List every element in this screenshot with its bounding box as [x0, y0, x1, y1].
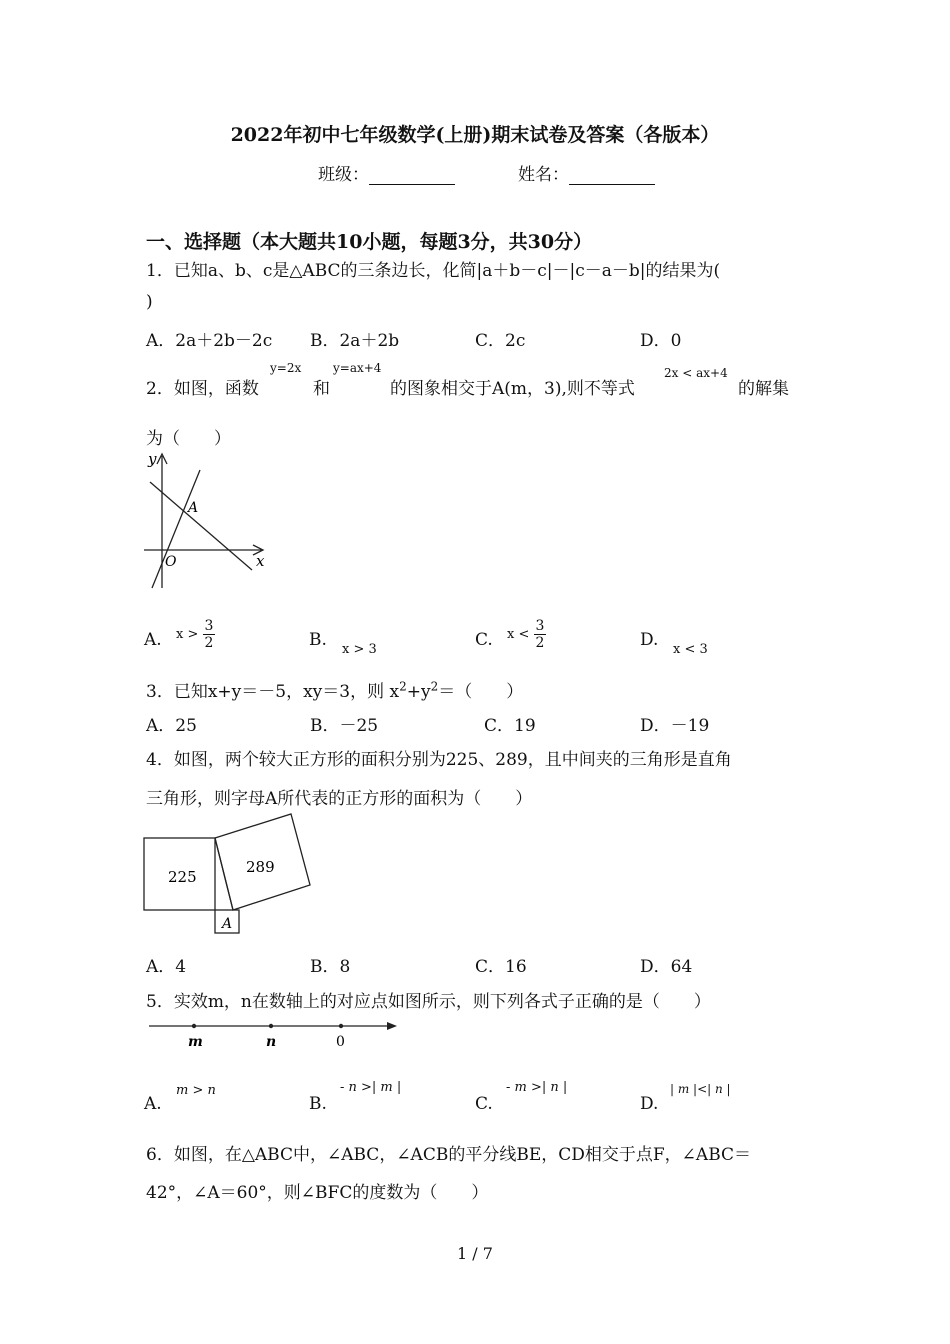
q5-option-a: m > n	[176, 1083, 216, 1098]
q2-option-b: x > 3	[342, 642, 377, 657]
class-blank	[369, 168, 455, 185]
class-field	[318, 160, 455, 185]
x-axis-label: x	[256, 552, 265, 570]
q5-number-line	[145, 1016, 405, 1054]
origin-label: O	[165, 554, 177, 570]
q3-sup-1: 2	[399, 679, 407, 694]
q1-option-d: D．0	[640, 331, 682, 351]
question-6-line-1: 6．如图，在△ABC中，∠ABC，∠ACB的平分线BE，CD相交于点F，∠ABC＝	[146, 1145, 752, 1165]
point-zero-label: 0	[336, 1034, 345, 1050]
q3-text-a: 3．已知x+y＝－5，xy＝3，则 x	[146, 682, 400, 702]
section-heading: 一、选择题（本大题共10小题，每题3分，共30分）	[146, 231, 593, 253]
q1-option-b: B．2a＋2b	[310, 331, 400, 351]
q5-option-d: | m |<| n |	[670, 1082, 731, 1096]
question-6-line-2: 42°，∠A＝60°，则∠BFC的度数为（ ）	[146, 1183, 489, 1203]
question-5-text: 5．实效m，n在数轴上的对应点如图所示，则下列各式子正确的是（ ）	[146, 992, 711, 1012]
q3-text-b: +y	[406, 682, 431, 702]
q2-graph-figure	[140, 448, 270, 596]
q2-option-c-fraction	[534, 618, 547, 651]
q2-option-c-label: C.	[475, 630, 493, 650]
question-2-text-1: 2．如图，函数	[146, 379, 259, 399]
q4-squares-figure	[140, 810, 320, 938]
fraction-denominator: 2	[204, 635, 214, 651]
fraction-denominator: 2	[535, 635, 545, 651]
q3-option-b: B．－25	[310, 716, 379, 736]
q5-option-c: - m >| n |	[506, 1080, 568, 1095]
point-n	[269, 1024, 273, 1028]
point-m	[192, 1024, 196, 1028]
number-line-arrow	[387, 1022, 397, 1030]
class-label: 班级：	[318, 165, 369, 185]
point-zero	[339, 1024, 343, 1028]
point-m-label: m	[188, 1034, 203, 1050]
q2-option-a-rel: x >	[176, 627, 199, 642]
q2-option-c	[507, 618, 546, 651]
q2-option-c-rel: x <	[507, 627, 530, 642]
line-y-2x	[152, 470, 200, 588]
q2-option-d: x < 3	[673, 642, 708, 657]
q2-formula-2: y=ax+4	[333, 361, 382, 375]
right-triangle-hypotenuse	[215, 838, 233, 910]
q4-option-a: A．4	[146, 957, 187, 977]
q5-option-a-label: A.	[144, 1094, 162, 1114]
q3-option-d: D．－19	[640, 716, 710, 736]
name-field	[518, 160, 655, 185]
q2-option-a-label: A.	[144, 630, 162, 650]
q3-sup-2: 2	[430, 679, 439, 694]
page-number: 1 / 7	[457, 1244, 493, 1263]
question-4-line-2: 三角形，则字母A所代表的正方形的面积为（ ）	[146, 789, 533, 809]
name-label: 姓名：	[518, 165, 569, 185]
q2-option-b-label: B.	[309, 630, 327, 650]
point-n-label: n	[266, 1034, 277, 1050]
q5-option-b: - n >| m |	[340, 1080, 402, 1095]
q5-option-c-label: C.	[475, 1094, 493, 1114]
question-2-text-3: 的图象相交于A(m，3),则不等式	[390, 379, 635, 399]
square-289-label: 289	[246, 858, 275, 876]
q2-option-a	[176, 618, 215, 651]
q2-formula-1: y=2x	[270, 361, 302, 375]
q4-option-b: B．8	[310, 957, 351, 977]
q2-option-a-fraction	[203, 618, 216, 651]
question-1-text-end: )	[146, 292, 153, 312]
question-3-text	[146, 677, 523, 702]
q5-option-b-label: B.	[309, 1094, 327, 1114]
square-225-label: 225	[168, 868, 197, 886]
fraction-numerator: 3	[535, 618, 545, 634]
question-1-text: 1．已知a、b、c是△ABC的三条边长，化简|a＋b－c|－|c－a－b|的结果为(	[146, 261, 721, 281]
q2-formula-3: 2x < ax+4	[664, 366, 728, 380]
q1-option-a: A．2a＋2b－2c	[146, 331, 273, 351]
q3-option-a: A．25	[146, 716, 197, 736]
question-2-text-4: 的解集	[738, 379, 789, 399]
question-2-text-5: 为（ ）	[146, 429, 231, 449]
point-a-label: A	[188, 500, 199, 516]
name-blank	[569, 168, 655, 185]
q2-option-d-label: D.	[640, 630, 659, 650]
q4-option-d: D．64	[640, 957, 693, 977]
question-4-line-1: 4．如图，两个较大正方形的面积分别为225、289，且中间夹的三角形是直角	[146, 750, 732, 770]
q5-option-d-label: D.	[640, 1094, 659, 1114]
q4-option-c: C．16	[475, 957, 527, 977]
q3-option-c: C．19	[484, 716, 536, 736]
question-2-text-2: 和	[313, 379, 330, 399]
square-a-label: A	[222, 916, 233, 932]
y-axis-label: y	[148, 450, 157, 468]
page-title: 2022年初中七年级数学(上册)期末试卷及答案（各版本）	[230, 124, 720, 146]
fraction-numerator: 3	[204, 618, 214, 634]
q3-text-c: ＝（ ）	[438, 682, 524, 702]
q1-option-c: C．2c	[475, 331, 526, 351]
